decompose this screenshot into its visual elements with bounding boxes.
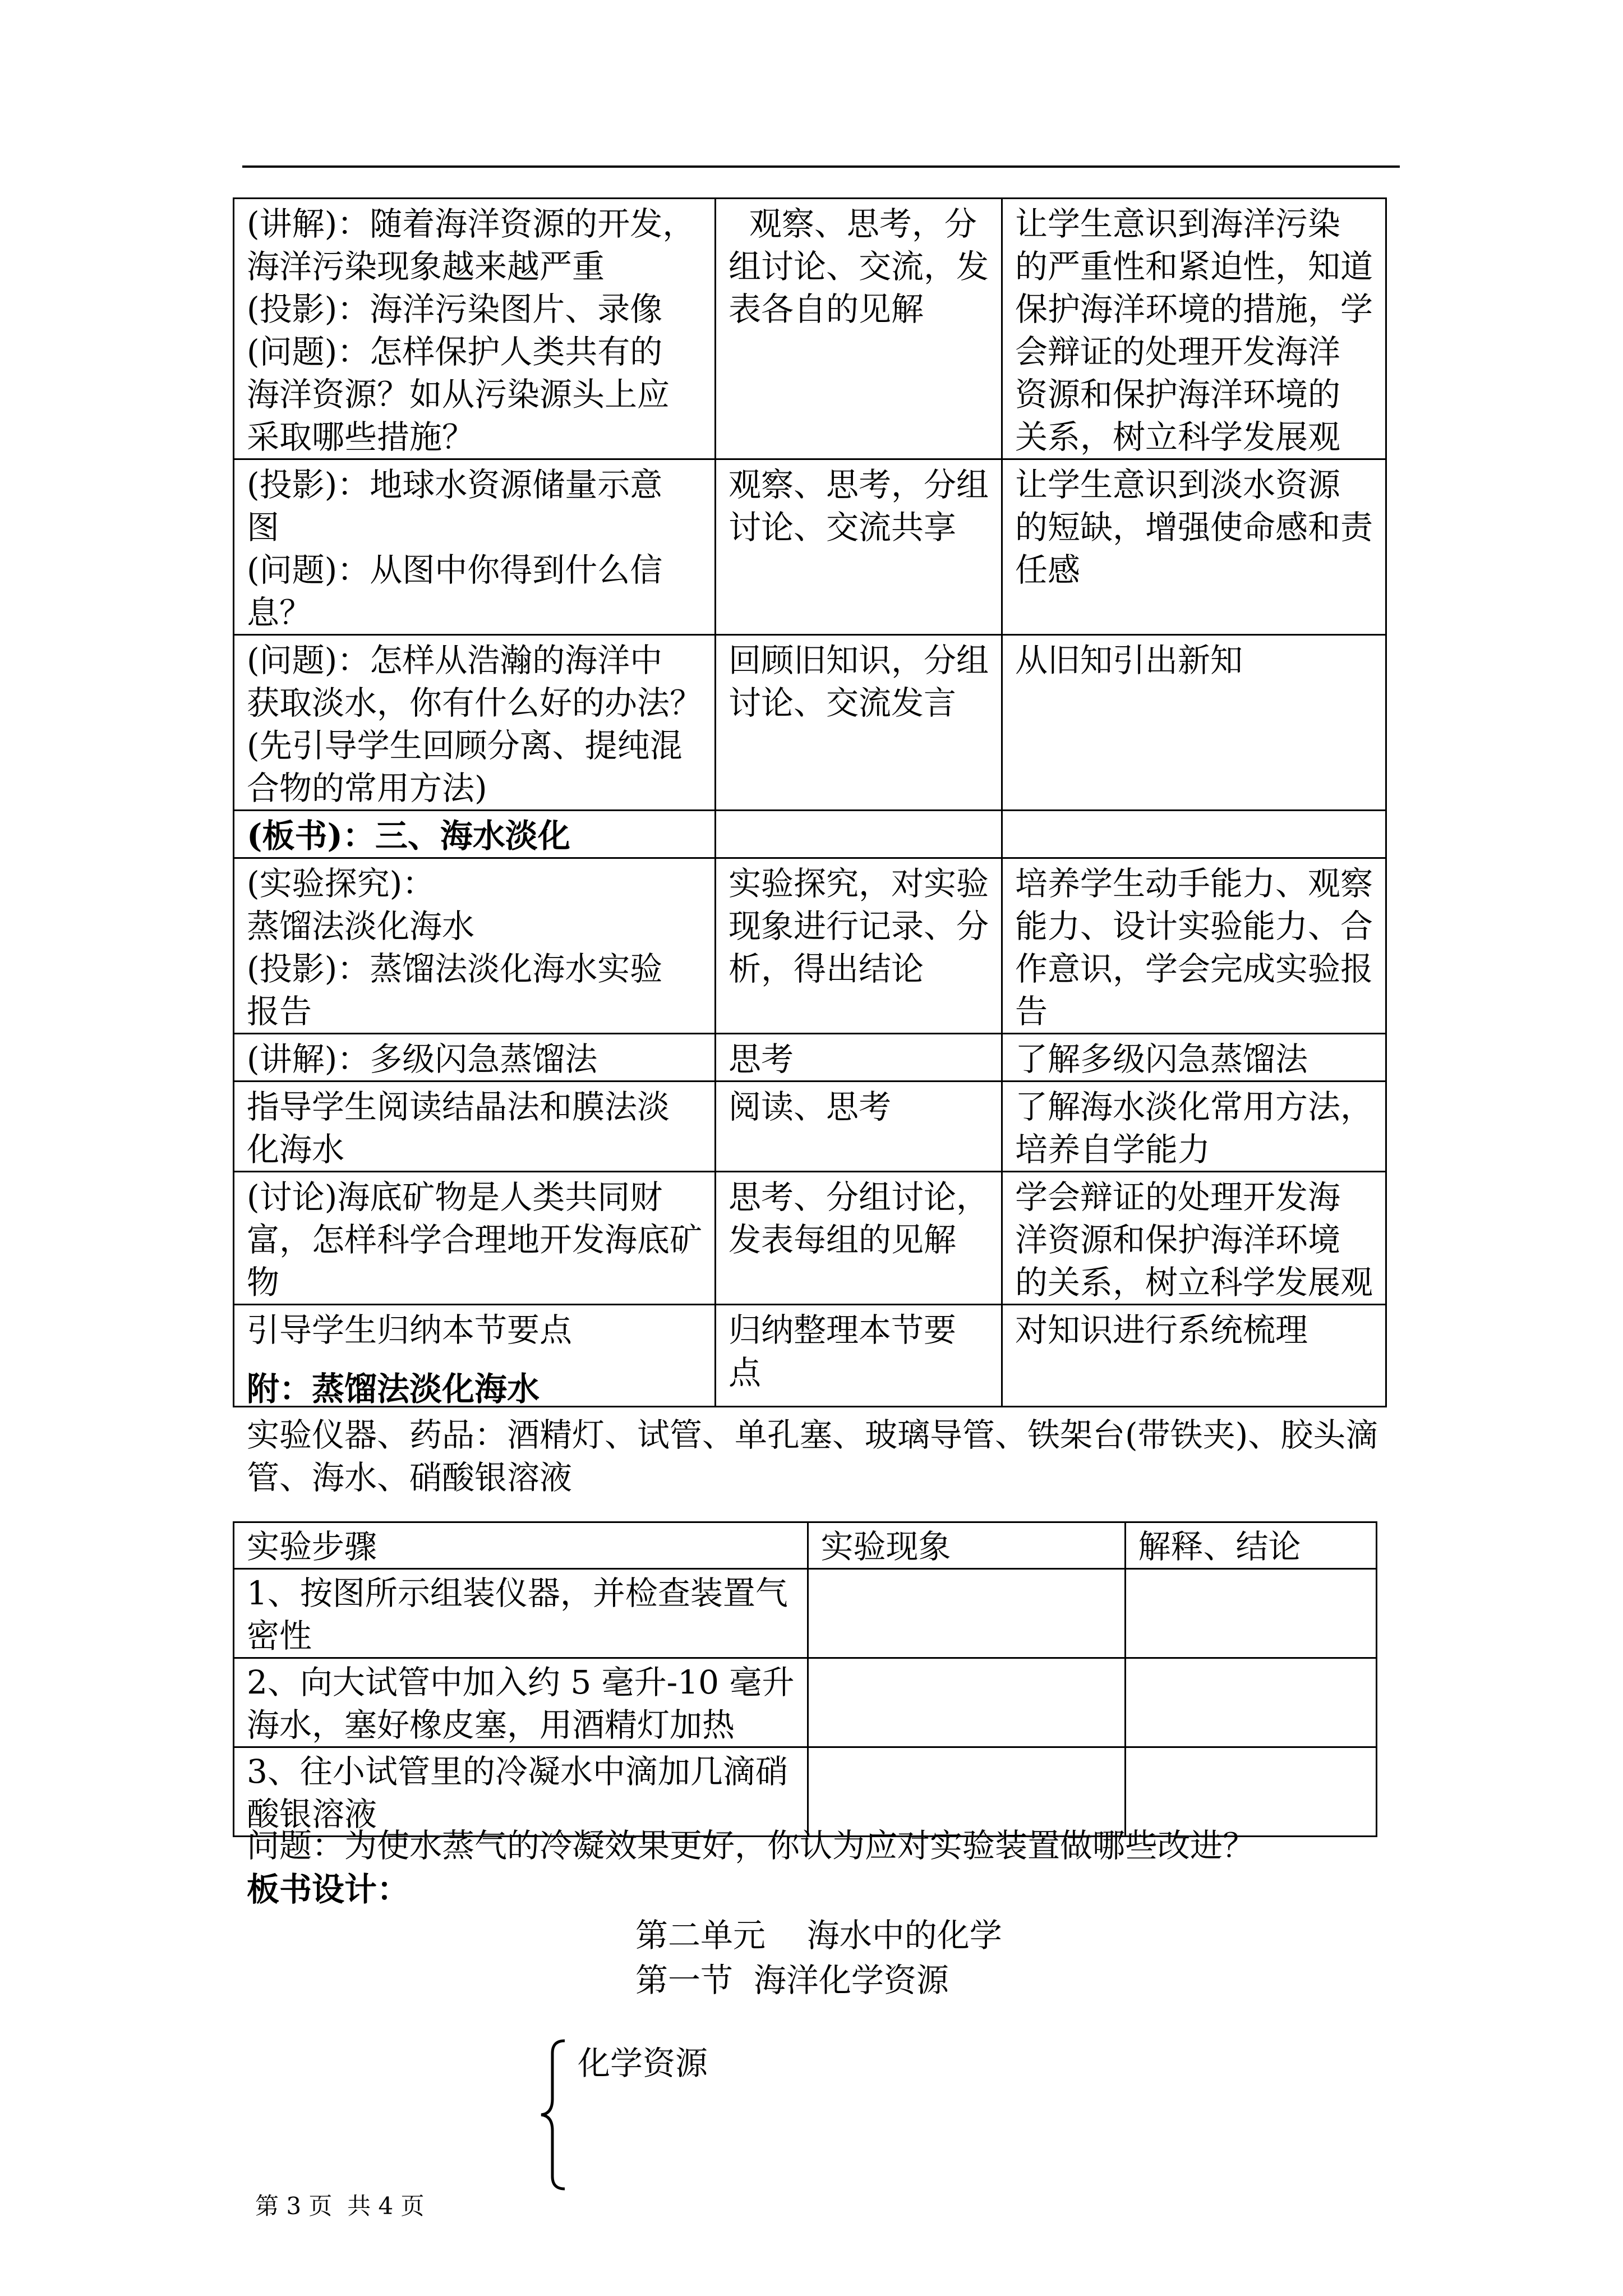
cell-line: 培养学生动手能力、观察 [1015,864,1373,903]
brace-item: 化学资源 [578,2044,708,2082]
cell-line: (投影)：海洋污染图片、录像 [247,290,663,328]
cell-line: 阅读、思考 [728,1088,892,1126]
cell-line: 富，怎样科学合理地开发海底矿 [247,1221,703,1259]
cell-line: 2、向大试管中加入约 5 毫升-10 毫升 [247,1663,795,1701]
cell-line: 海水，塞好橡皮塞，用酒精灯加热 [247,1706,735,1744]
experiment-header-row [234,1522,1377,1569]
lesson-table [233,197,1387,1407]
cell-line: 发表每组的见解 [728,1221,957,1259]
lesson-row [234,635,1386,811]
experiment-materials: 实验仪器、药品：酒精灯、试管、单孔塞、玻璃导管、铁架台(带铁夹)、胶头滴管、海水、硝酸银溶液 [247,1416,1378,1497]
experiment-step-cell [234,1747,808,1837]
cell-line: 思考、分组讨论， [728,1178,989,1216]
cell-line: 表各自的见解 [728,290,924,328]
experiment-phenomenon-cell [808,1658,1125,1747]
cell-line: 组讨论、交流，发 [728,247,989,286]
experiment-header-cell: 解释、结论 [1125,1522,1376,1569]
cell-line: 图 [247,508,280,546]
cell-line: 海洋资源？如从污染源头上应 [247,375,670,413]
cell-line: 讨论、交流发言 [728,684,957,722]
cell-line: 观察、思考，分组 [728,466,989,504]
lesson-row [234,1172,1386,1305]
cell-line: 任感 [1015,551,1081,589]
cell-line: 资源和保护海洋环境的 [1015,375,1341,413]
cell-line: (问题)：怎样保护人类共有的 [247,333,663,371]
experiment-header-cell: 实验步骤 [234,1522,808,1569]
design-purpose-cell [1002,459,1386,635]
cell-line: 引导学生归纳本节要点 [247,1311,573,1349]
experiment-conclusion-cell [1125,1569,1376,1658]
left-brace-icon [536,2036,580,2193]
student-activity-cell [716,1305,1002,1407]
cell-line: 保护海洋环境的措施，学 [1015,290,1373,328]
cell-line: 3、往小试管里的冷凝水中滴加几滴硝 [247,1752,788,1791]
experiment-step-cell [234,1658,808,1747]
cell-line: 讨论、交流共享 [728,508,957,546]
cell-line: 洋资源和保护海洋环境 [1015,1221,1341,1259]
cell-line: (实验探究)： [247,864,435,903]
cell-line: 指导学生阅读结晶法和膜法淡 [247,1088,670,1126]
student-activity-cell [716,635,1002,811]
cell-line: 1、按图所示组装仪器，并检查装置气 [247,1574,788,1612]
cell-line: 学会辩证的处理开发海 [1015,1178,1341,1216]
cell-line: 获取淡水，你有什么好的办法？ [247,684,703,722]
design-purpose-cell [1002,635,1386,811]
cell-line: (先引导学生回顾分离、提纯混 [247,726,683,765]
cell-line: 作意识，学会完成实验报 [1015,950,1373,988]
cell-line: 报告 [247,992,312,1030]
cell-line: 采取哪些措施？ [247,418,475,456]
cell-line: 会辩证的处理开发海洋 [1015,333,1341,371]
header-rule [242,165,1400,168]
cell-line: 的关系，树立科学发展观 [1015,1263,1373,1301]
board-design-label: 板书设计： [247,1870,410,1908]
cell-line: (板书)：三、海水淡化 [247,817,570,855]
unit-title: 第二单元 海水中的化学 [635,1916,1002,1954]
experiment-conclusion-cell [1125,1658,1376,1747]
cell-line: 告 [1015,992,1048,1030]
experiment-row [234,1569,1377,1658]
teacher-activity-cell [234,1034,716,1082]
appendix-title: 附：蒸馏法淡化海水 [247,1370,540,1408]
design-purpose-cell [1002,1034,1386,1082]
student-activity-cell [716,858,1002,1034]
student-activity-cell [716,1082,1002,1172]
experiment-conclusion-cell [1125,1747,1376,1837]
student-activity-cell [716,199,1002,459]
experiment-row [234,1747,1377,1837]
cell-line: 了解多级闪急蒸馏法 [1015,1040,1308,1078]
cell-line: 合物的常用方法) [247,769,487,807]
student-activity-cell [716,459,1002,635]
lesson-row [234,459,1386,635]
cell-line: 密性 [247,1617,312,1655]
cell-line: 回顾旧知识，分组 [728,641,989,679]
lesson-row [234,811,1386,858]
cell-line: 的严重性和紧迫性，知道 [1015,247,1373,286]
cell-line: 化海水 [247,1130,345,1168]
student-activity-cell [716,1172,1002,1305]
design-purpose-cell [1002,1305,1386,1407]
cell-line: 能力、设计实验能力、合 [1015,907,1373,945]
cell-line: (讲解)：随着海洋资源的开发， [247,205,695,243]
section-title: 第一节 海洋化学资源 [635,1961,949,1999]
cell-line: (讨论)海底矿物是人类共同财 [247,1178,663,1216]
teacher-activity-cell [234,1082,716,1172]
experiment-header-cell: 实验现象 [808,1522,1125,1569]
cell-line: 蒸馏法淡化海水 [247,907,475,945]
cell-line: 实验探究，对实验 [728,864,989,903]
cell-line: (投影)：蒸馏法淡化海水实验 [247,950,663,988]
cell-line: 息？ [247,593,312,632]
cell-line: 物 [247,1263,280,1301]
experiment-step-cell [234,1569,808,1658]
cell-line: 现象进行记录、分 [728,907,989,945]
cell-line: 了解海水淡化常用方法， [1015,1088,1373,1126]
design-purpose-cell [1002,1082,1386,1172]
design-purpose-cell [1002,811,1386,858]
cell-line: 对知识进行系统梳理 [1015,1311,1308,1349]
design-purpose-cell [1002,199,1386,459]
cell-line: 思考 [728,1040,794,1078]
student-activity-cell [716,1034,1002,1082]
experiment-table [233,1521,1377,1837]
cell-line: (讲解)：多级闪急蒸馏法 [247,1040,598,1078]
cell-line: 酸银溶液 [247,1795,377,1833]
teacher-activity-cell [234,811,716,858]
cell-line: (问题)：怎样从浩瀚的海洋中 [247,641,663,679]
cell-line: 归纳整理本节要 [728,1311,957,1349]
design-purpose-cell [1002,858,1386,1034]
cell-line: 的短缺，增强使命感和责 [1015,508,1373,546]
lesson-row [234,858,1386,1034]
cell-line: 从旧知引出新知 [1015,641,1243,679]
page-footer: 第 3 页 共 4 页 [255,2192,425,2220]
cell-line: 点 [728,1354,762,1392]
question-text: 问题：为使水蒸气的冷凝效果更好，你认为应对实验装置做哪些改进？ [247,1826,1256,1865]
cell-line: 观察、思考，分 [728,205,977,243]
teacher-activity-cell [234,1172,716,1305]
experiment-phenomenon-cell [808,1747,1125,1837]
teacher-activity-cell [234,459,716,635]
cell-line: (投影)：地球水资源储量示意 [247,466,663,504]
cell-line: 海洋污染现象越来越严重 [247,247,605,286]
cell-line: (问题)：从图中你得到什么信 [247,551,663,589]
student-activity-cell [716,811,1002,858]
cell-line: 关系，树立科学发展观 [1015,418,1341,456]
lesson-row [234,1082,1386,1172]
teacher-activity-cell [234,858,716,1034]
experiment-phenomenon-cell [808,1569,1125,1658]
design-purpose-cell [1002,1172,1386,1305]
cell-line: 让学生意识到海洋污染 [1015,205,1341,243]
cell-line: 培养自学能力 [1015,1130,1211,1168]
cell-line: 让学生意识到淡水资源 [1015,466,1341,504]
lesson-row [234,199,1386,459]
cell-line: 析，得出结论 [728,950,924,988]
teacher-activity-cell [234,635,716,811]
lesson-row [234,1034,1386,1082]
experiment-row [234,1658,1377,1747]
teacher-activity-cell [234,199,716,459]
